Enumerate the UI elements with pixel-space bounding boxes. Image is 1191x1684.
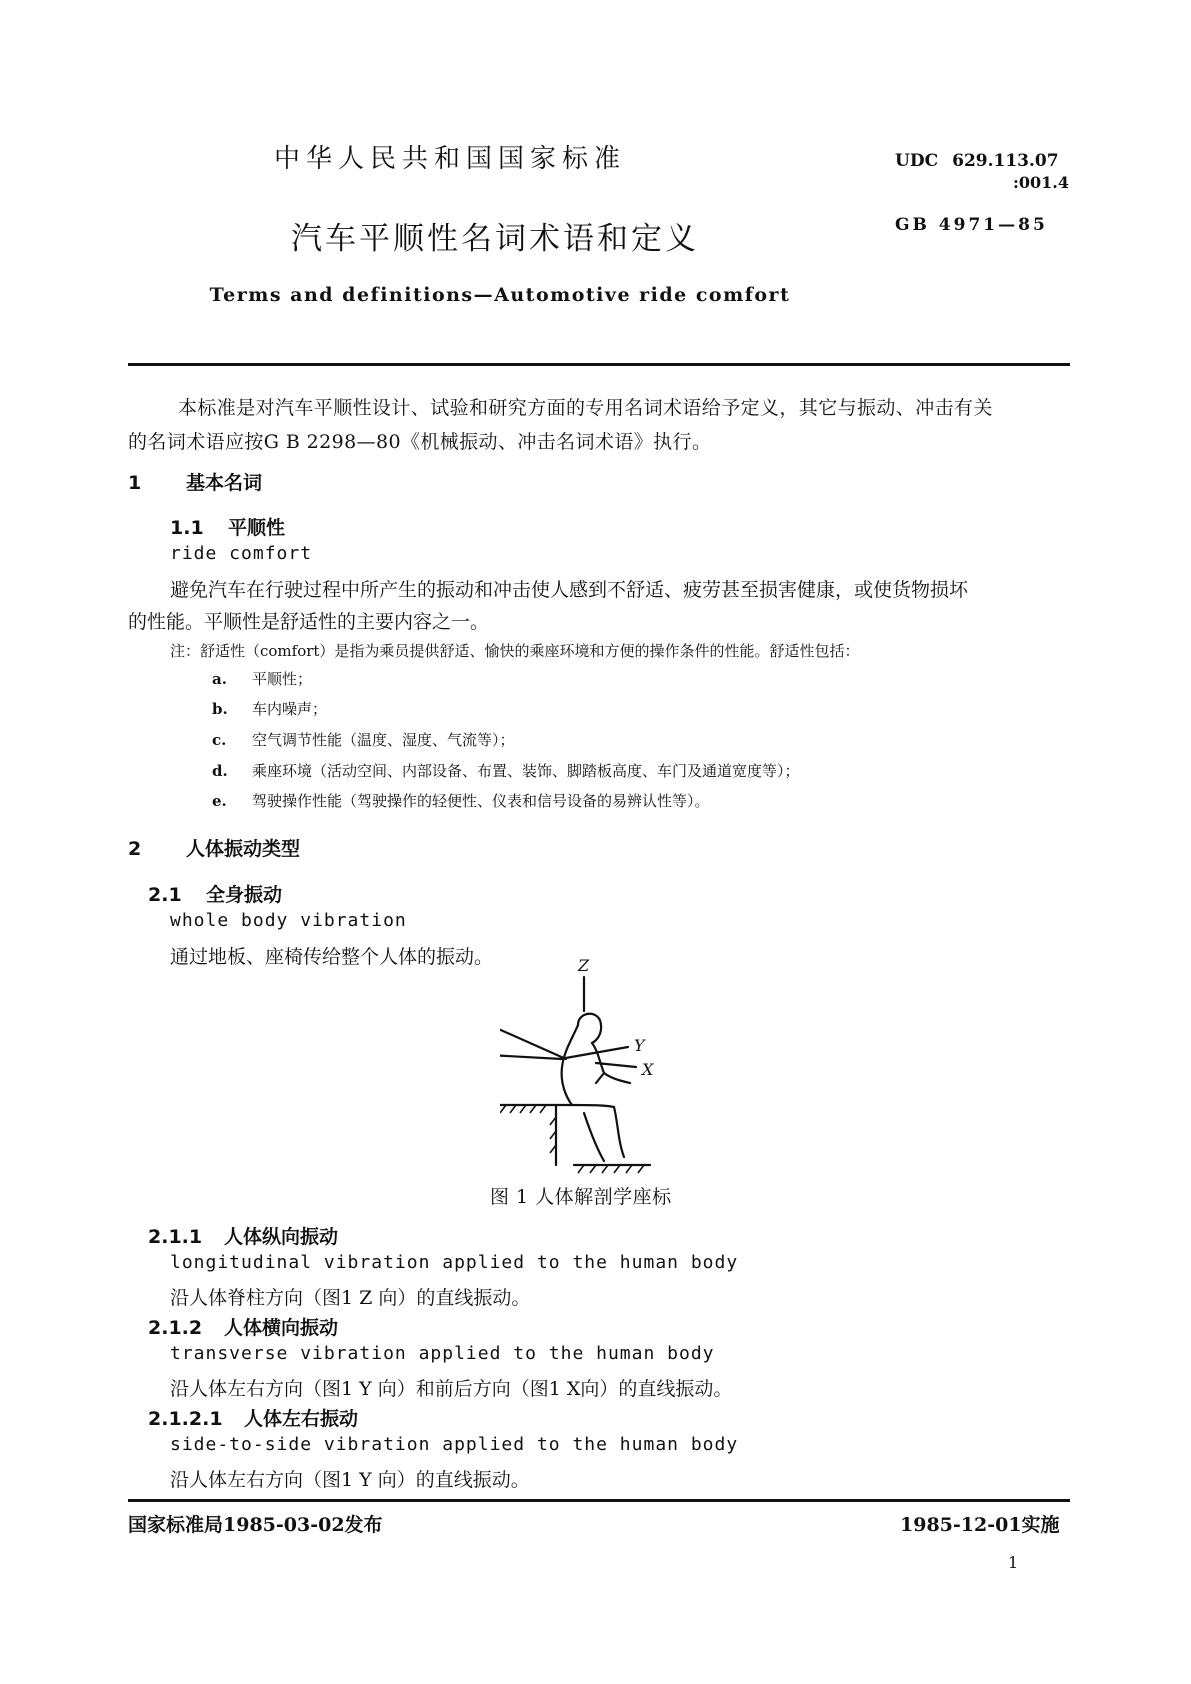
intro-paragraph-line-2: 的名词术语应按G B 2298—80《机械振动、冲击名词术语》执行。 xyxy=(128,431,712,453)
figure-caption: 图 1 人体解剖学座标 xyxy=(490,1186,672,1208)
intro-paragraph-line-1: 本标准是对汽车平顺性设计、试验和研究方面的专用名词术语给予定义，其它与振动、冲击有关 xyxy=(178,397,993,419)
issue-date: 国家标准局1985-03-02发布 xyxy=(128,1514,383,1536)
figure-back xyxy=(562,1025,578,1105)
list-text: 乘座环境（活动空间、内部设备、布置、装饰、脚踏板高度、车门及通道宽度等）； xyxy=(252,762,800,780)
list-label: e. xyxy=(212,792,227,810)
list-text: 平顺性； xyxy=(252,670,313,688)
lateral-axis-line xyxy=(500,1023,566,1059)
definition-text: 沿人体左右方向（图1 Y 向）和前后方向（图1 X向）的直线振动。 xyxy=(170,1378,733,1400)
section-number: 2.1.2 xyxy=(148,1317,203,1339)
section-title: 人体振动类型 xyxy=(186,838,301,860)
list-text: 空气调节性能（温度、湿度、气流等）； xyxy=(252,731,515,749)
gb-standard-number: GB 4971—85 xyxy=(895,215,1048,235)
section-1-1-heading xyxy=(170,513,285,540)
list-label: c. xyxy=(212,731,227,749)
list-item xyxy=(212,790,710,811)
definition-text: 沿人体左右方向（图1 Y 向）的直线振动。 xyxy=(170,1469,530,1491)
section-2-1-2-1-heading xyxy=(148,1404,358,1431)
list-item xyxy=(212,698,327,719)
list-text: 车内噪声； xyxy=(252,700,328,718)
figure-leg xyxy=(614,1107,624,1157)
term-english: side-to-side vibration applied to the human body xyxy=(170,1434,739,1455)
list-item xyxy=(212,668,312,689)
definition-line-1: 避免汽车在行驶过程中所产生的振动和冲击使人感到不舒适、疲劳甚至损害健康，或使货物损坏 xyxy=(170,579,969,601)
y-axis-line xyxy=(560,1047,628,1059)
note-text: 注：舒适性（comfort）是指为乘员提供舒适、愉快的乘座环境和方便的操作条件的性能。舒适性包括： xyxy=(170,642,860,660)
udc-label: UDC xyxy=(895,151,939,171)
section-number: 2 xyxy=(128,838,142,860)
definition-text: 沿人体脊柱方向（图1 Z 向）的直线振动。 xyxy=(170,1287,531,1309)
list-item xyxy=(212,760,800,781)
standard-org-heading: 中华人民共和国国家标准 xyxy=(273,144,626,174)
section-title: 人体纵向振动 xyxy=(224,1226,339,1248)
udc-code: 629.113.07 xyxy=(952,151,1059,171)
list-label: b. xyxy=(212,700,228,718)
term-english: whole body vibration xyxy=(170,910,407,931)
section-number: 2.1.1 xyxy=(148,1226,203,1248)
section-2-1-2-heading xyxy=(148,1313,338,1340)
section-title: 人体横向振动 xyxy=(224,1317,339,1339)
list-text: 驾驶操作性能（驾驶操作的轻便性、仪表和信号设备的易辨认性等）。 xyxy=(252,792,710,810)
section-title: 基本名词 xyxy=(186,472,263,494)
effective-date: 1985-12-01实施 xyxy=(900,1514,1060,1536)
term-english: transverse vibration applied to the human body xyxy=(170,1343,715,1364)
definition-line-2: 的性能。平顺性是舒适性的主要内容之一。 xyxy=(128,611,490,633)
udc-sub-code: :001.4 xyxy=(1013,173,1070,192)
z-axis-label: Z xyxy=(578,956,590,975)
figure-head xyxy=(578,1014,601,1043)
y-axis-label: Y xyxy=(634,1036,645,1055)
page-number: 1 xyxy=(1008,1553,1019,1572)
definition-text: 通过地板、座椅传给整个人体的振动。 xyxy=(170,946,494,968)
section-2-heading xyxy=(128,834,300,861)
list-label: a. xyxy=(212,670,227,688)
figure-thigh xyxy=(572,1105,614,1107)
list-label: d. xyxy=(212,762,228,780)
section-title: 人体左右振动 xyxy=(244,1408,359,1430)
document-title-english: Terms and definitions—Automotive ride comfort xyxy=(209,284,791,306)
term-english: ride comfort xyxy=(170,543,313,564)
udc-classification xyxy=(895,150,1059,172)
document-title: 汽车平顺性名词术语和定义 xyxy=(291,221,699,257)
human-body-coordinate-figure xyxy=(500,955,700,1180)
list-item xyxy=(212,729,515,750)
term-english: longitudinal vibration applied to the human body xyxy=(170,1252,739,1273)
section-number: 2.1 xyxy=(148,884,182,906)
section-number: 1.1 xyxy=(170,517,204,539)
section-title: 全身振动 xyxy=(206,884,283,906)
bottom-divider xyxy=(128,1499,1070,1502)
top-divider xyxy=(128,363,1070,366)
section-number: 2.1.2.1 xyxy=(148,1408,223,1430)
section-2-1-1-heading xyxy=(148,1222,338,1249)
section-title: 平顺性 xyxy=(228,517,286,539)
section-2-1-heading xyxy=(148,880,282,907)
section-1-heading xyxy=(128,468,262,495)
x-axis-label: X xyxy=(642,1060,654,1079)
section-number: 1 xyxy=(128,472,142,494)
